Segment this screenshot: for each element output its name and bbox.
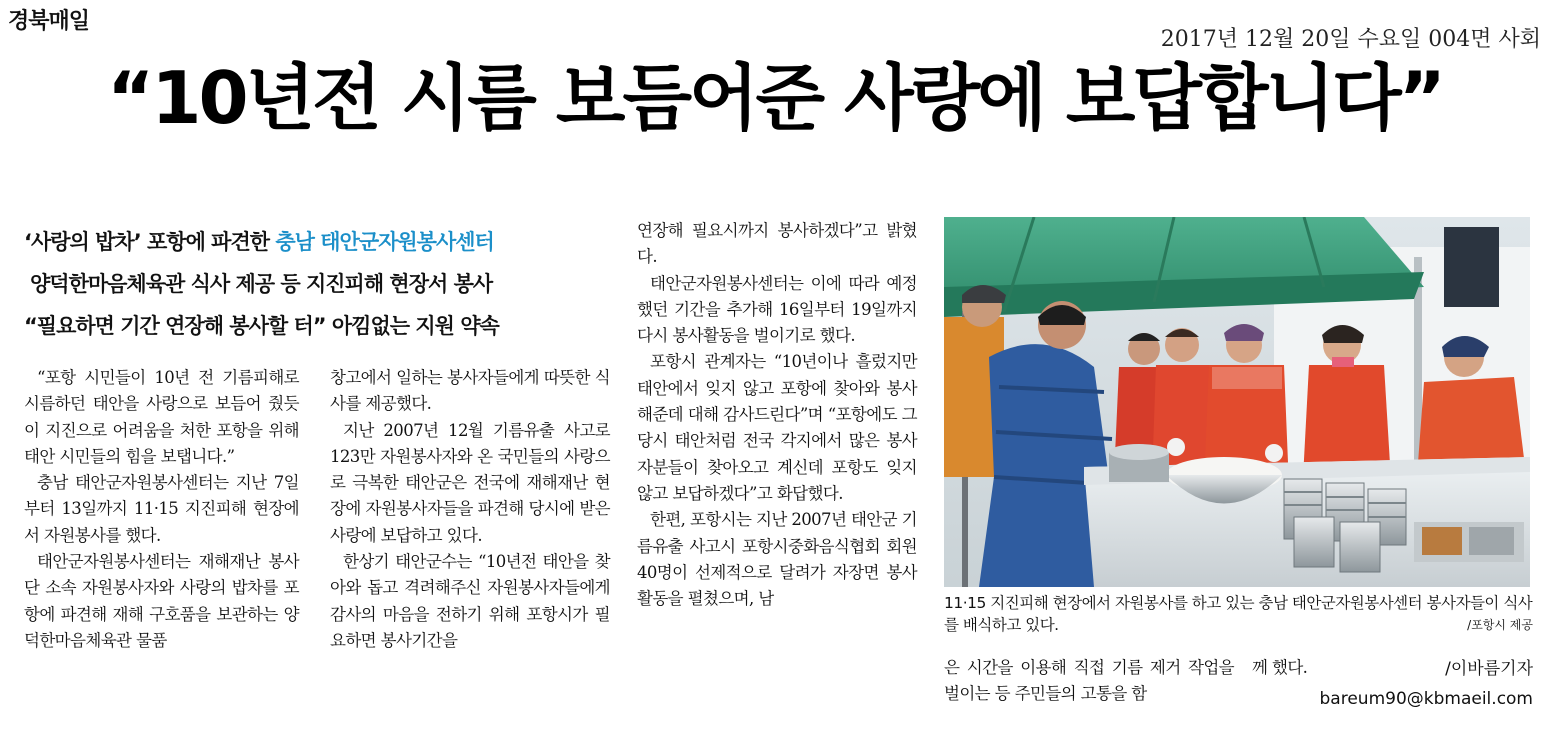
article-headline: “10년전 시름 보듬어준 사랑에 보답합니다” (107, 56, 1443, 140)
news-photo (944, 217, 1530, 587)
dateline: 2017년 12월 20일 수요일 004면 사회 (1160, 27, 1541, 52)
paragraph: 태안군자원봉사센터는 이에 따라 예정했던 기간을 추가해 16일부터 19일까지 다시 봉사활동을 벌이기로 했다. (637, 273, 917, 346)
photo-credit: /포항시 제공 (1467, 618, 1533, 632)
volunteers-serving-meal-photo (944, 217, 1530, 587)
paragraph: 태안군자원봉사센터는 재해재난 봉사단 소속 자원봉사자와 사랑의 밥차를 포항에 파견해 재해 구호품을 보관하는 양덕한마음체육관 물품 (24, 552, 299, 650)
body-column-1 (24, 365, 299, 654)
reporter-email: bareum90@kbmaeil.com (1319, 689, 1533, 709)
paragraph: 께 했다. (1252, 658, 1308, 677)
newspaper-masthead: 경북매일 (8, 9, 90, 34)
subhead-1-highlight: 충남 태안군자원봉사센터 (275, 230, 494, 254)
subhead-2: 양덕한마음체육관 식사 제공 등 지진피해 현장서 봉사 (30, 272, 493, 296)
subhead-3: “필요하면 기간 연장해 봉사할 터” 아낌없는 지원 약속 (24, 314, 499, 338)
paragraph: 연장해 필요시까지 봉사하겠다”고 밝혔다. (637, 221, 917, 267)
subhead-1-prefix: ‘사랑의 밥차’ 포항에 파견한 (24, 230, 276, 254)
photo-caption: 11·15 지진피해 현장에서 자원봉사를 하고 있는 충남 태안군자원봉사센터 봉사자들이 식사를 배식하고 있다. (944, 594, 1533, 634)
subhead-1 (24, 226, 494, 256)
body-column-2 (330, 365, 610, 654)
paragraph: 은 시간을 이용해 직접 기름 제거 작업을 벌이는 등 주민들의 고통을 함 (944, 658, 1234, 704)
paragraph: “포항 시민들이 10년 전 기름피해로 시름하던 태안을 사랑으로 보듬어 줬듯이 지진으로 어려움을 처한 포항을 위해 태안 시민들의 힘을 보탭니다.” (24, 368, 299, 466)
paragraph: 한편, 포항시는 지난 2007년 태안군 기름유출 사고시 포항시중화음식협회 회원 40명이 선제적으로 달려가 자장면 봉사 활동을 펼쳤으며, 남 (637, 510, 917, 609)
paragraph: 충남 태안군자원봉사센터는 지난 7일부터 13일까지 11·15 지진피해 현장에서 자원봉사를 했다. (24, 473, 299, 545)
paragraph: 창고에서 일하는 봉사자들에게 따뜻한 식사를 제공했다. (330, 368, 610, 414)
body-column-4 (944, 655, 1234, 708)
paragraph: 지난 2007년 12월 기름유출 사고로 123만 자원봉사자와 온 국민들의 사랑으로 극복한 태안군은 전국에 재해재난 현장에 자원봉사자들을 파견해 당시에 받은 사랑에 보답하고 있다. (330, 420, 610, 545)
paragraph: 포항시 관계자는 “10년이나 흘렀지만 태안에서 잊지 않고 포항에 찾아와 봉사해준데 대해 감사드린다”며 “포항에도 그 당시 태안처럼 전국 각지에서 많은 봉사자분들이 찾아오고 계신데 포항도 잊지 않고 보답하겠다”고 화답했다. (637, 352, 917, 503)
paragraph: 한상기 태안군수는 “10년전 태안을 찾아와 돕고 격려해주신 자원봉사자들에게 감사의 마음을 전하기 위해 포항시가 필요하면 봉사기간을 (330, 552, 610, 650)
byline (1320, 654, 1533, 714)
reporter-name: /이바름기자 (1445, 659, 1533, 679)
body-column-3 (637, 218, 917, 612)
